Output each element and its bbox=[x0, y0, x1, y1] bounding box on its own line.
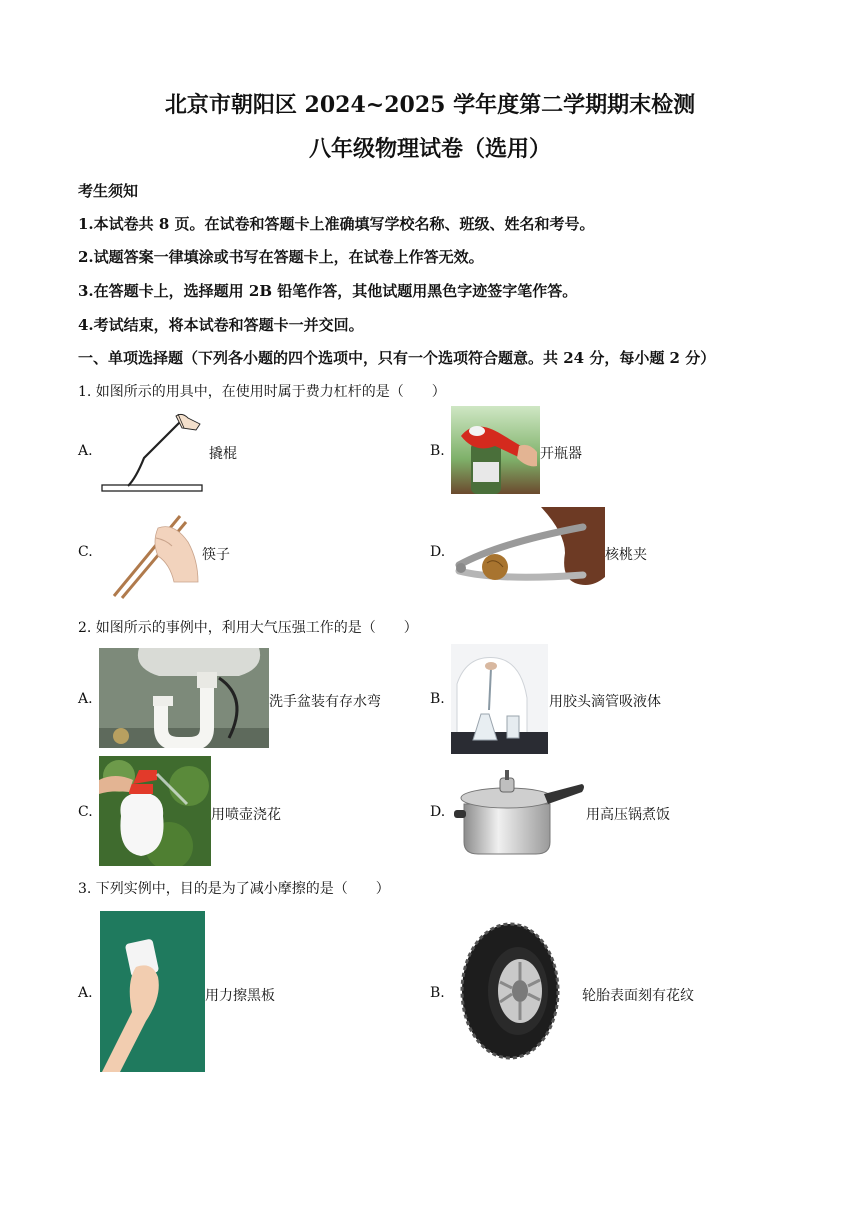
option-text: 筷子 bbox=[202, 547, 230, 563]
blackboard-eraser-icon bbox=[100, 911, 205, 1072]
option-text: 用力擦黑板 bbox=[205, 988, 275, 1004]
section-heading: 一、单项选择题（下列各小题的四个选项中，只有一个选项符合题意。共 24 分，每小题 2 分） bbox=[78, 349, 716, 367]
option-letter: B. bbox=[430, 985, 445, 1001]
page-title: 北京市朝阳区 2024~2025 学年度第二学期期末检测 bbox=[164, 92, 696, 118]
option-letter: A. bbox=[78, 443, 93, 459]
sink-trap-icon bbox=[99, 648, 269, 748]
bottle-opener-icon bbox=[451, 406, 540, 494]
spray-bottle-icon bbox=[99, 756, 211, 866]
dropper-icon bbox=[451, 644, 548, 754]
option-text: 轮胎表面刻有花纹 bbox=[582, 988, 694, 1004]
option-text: 用喷壶浇花 bbox=[211, 807, 281, 823]
option-text: 撬棍 bbox=[209, 446, 237, 462]
option-letter: C. bbox=[78, 804, 93, 820]
option-letter: B. bbox=[430, 691, 445, 707]
option-letter: D. bbox=[430, 804, 446, 820]
notice-item: 1.本试卷共 8 页。在试卷和答题卡上准确填写学校名称、班级、姓名和考号。 bbox=[78, 215, 595, 233]
nutcracker-icon bbox=[451, 507, 605, 593]
option-letter: A. bbox=[78, 691, 93, 707]
question-stem: 1. 如图所示的用具中，在使用时属于费力杠杆的是（ ） bbox=[78, 384, 446, 400]
option-text: 核桃夹 bbox=[605, 547, 647, 563]
notice-item: 4.考试结束，将本试卷和答题卡一并交回。 bbox=[78, 316, 364, 334]
crowbar-icon bbox=[98, 408, 208, 496]
chopsticks-icon bbox=[104, 508, 202, 600]
question-stem: 2. 如图所示的事例中，利用大气压强工作的是（ ） bbox=[78, 620, 418, 636]
notice-item: 3.在答题卡上，选择题用 2B 铅笔作答，其他试题用黑色字迹签字笔作答。 bbox=[78, 282, 578, 300]
option-letter: B. bbox=[430, 443, 445, 459]
notice-heading: 考生须知 bbox=[78, 182, 139, 200]
option-text: 用高压锅煮饭 bbox=[586, 807, 670, 823]
pressure-cooker-icon bbox=[450, 764, 586, 858]
option-letter: A. bbox=[78, 985, 93, 1001]
tire-icon bbox=[460, 922, 564, 1060]
page-subtitle: 八年级物理试卷（选用） bbox=[308, 136, 551, 162]
notice-item: 2.试题答案一律填涂或书写在答题卡上，在试卷上作答无效。 bbox=[78, 248, 484, 266]
option-letter: D. bbox=[430, 544, 446, 560]
option-text: 开瓶器 bbox=[540, 446, 582, 462]
question-stem: 3. 下列实例中，目的是为了减小摩擦的是（ ） bbox=[78, 881, 390, 897]
option-text: 用胶头滴管吸液体 bbox=[549, 694, 661, 710]
option-text: 洗手盆装有存水弯 bbox=[269, 694, 381, 710]
option-letter: C. bbox=[78, 544, 93, 560]
